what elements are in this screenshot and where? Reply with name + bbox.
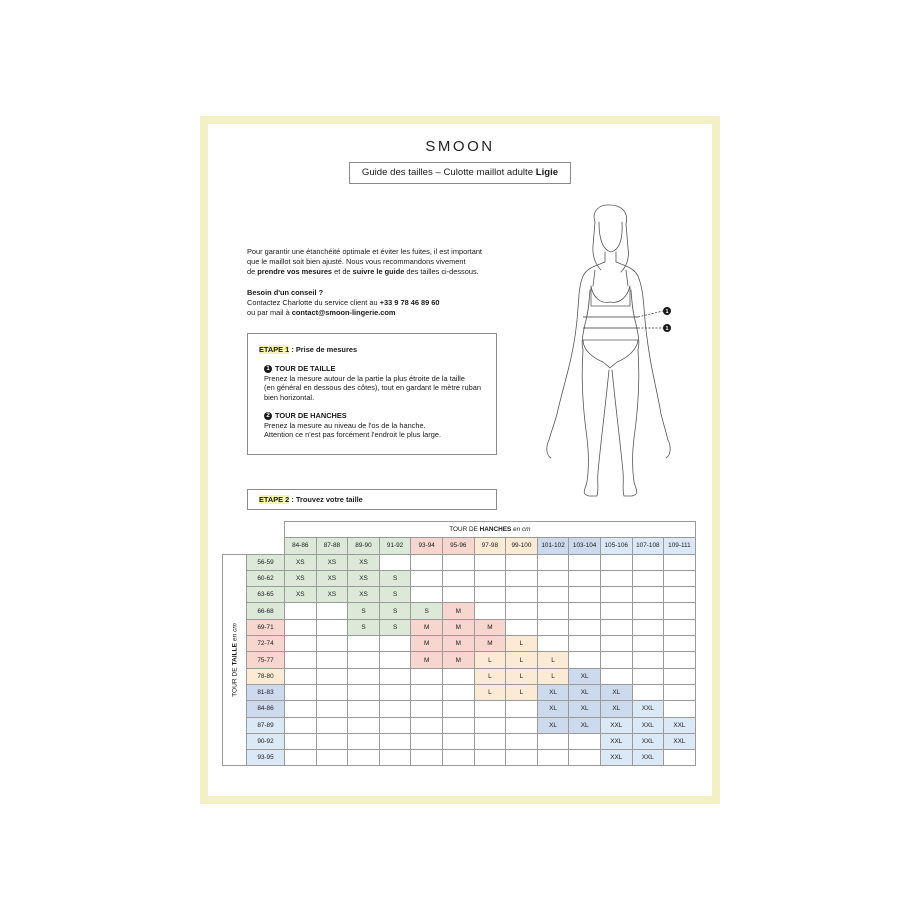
size-cell: M [442, 652, 474, 668]
table-row [223, 636, 696, 652]
guide-title-text: Guide des tailles – Culotte maillot adulte [361, 167, 536, 178]
size-cell [316, 619, 348, 635]
hips-description [264, 421, 494, 440]
waist-header-text: TOUR DE [231, 665, 238, 697]
size-cell: S [379, 619, 411, 635]
waist-row-header: 87-89 [247, 717, 285, 733]
size-cell [411, 733, 443, 749]
marker-one-label: 1 [665, 309, 669, 315]
size-cell [537, 619, 569, 635]
size-cell: XL [600, 684, 632, 700]
table-corner [223, 522, 285, 538]
size-cell [316, 603, 348, 619]
size-cell: M [411, 652, 443, 668]
size-cell: S [348, 619, 380, 635]
size-cell [506, 603, 538, 619]
size-cell [411, 701, 443, 717]
size-cell [632, 587, 664, 603]
hip-column-header: 97-98 [474, 538, 506, 554]
waist-line: Prenez la mesure autour de la partie la plus étroite de la taille [264, 373, 465, 383]
size-cell [285, 684, 317, 700]
size-cell: L [474, 652, 506, 668]
size-cell [569, 570, 601, 586]
size-cell [442, 570, 474, 586]
intro-text: des tailles ci-dessous. [404, 267, 479, 276]
size-cell [664, 636, 696, 652]
intro-bold: prendre vos mesures [257, 267, 333, 276]
size-cell [474, 733, 506, 749]
table-row [223, 701, 696, 717]
size-cell [316, 750, 348, 766]
advice-block [247, 288, 497, 318]
size-cell [537, 733, 569, 749]
size-cell [442, 684, 474, 700]
size-cell [442, 750, 474, 766]
size-cell [379, 701, 411, 717]
size-cell: S [411, 603, 443, 619]
email-link[interactable]: contact@smoon-lingerie.com [291, 308, 396, 317]
size-cell [569, 636, 601, 652]
size-cell [379, 750, 411, 766]
size-cell [348, 684, 380, 700]
size-cell [316, 733, 348, 749]
size-cell [632, 636, 664, 652]
size-cell [537, 554, 569, 570]
size-cell [632, 684, 664, 700]
hip-column-header: 89-90 [348, 538, 380, 554]
size-cell [506, 554, 538, 570]
waist-row-header: 75-77 [247, 652, 285, 668]
size-chart [222, 521, 696, 766]
size-cell [285, 652, 317, 668]
size-table [222, 521, 696, 766]
size-cell [664, 684, 696, 700]
size-cell [537, 587, 569, 603]
waist-heading-text: TOUR DE TAILLE [275, 364, 336, 373]
waist-description [264, 374, 494, 403]
waist-row-header: 93-95 [247, 750, 285, 766]
size-cell: XL [537, 701, 569, 717]
size-cell [569, 619, 601, 635]
hips-heading-text: TOUR DE HANCHES [275, 411, 347, 420]
size-cell [600, 587, 632, 603]
hip-columns-row [223, 538, 696, 554]
size-cell: XS [348, 587, 380, 603]
size-cell [348, 668, 380, 684]
table-row [223, 717, 696, 733]
size-cell: L [506, 668, 538, 684]
size-cell [285, 619, 317, 635]
size-cell [569, 603, 601, 619]
size-cell [285, 750, 317, 766]
size-cell [411, 750, 443, 766]
size-cell: S [379, 587, 411, 603]
size-cell [285, 701, 317, 717]
waist-header-label [231, 623, 238, 697]
step2-title [259, 495, 363, 504]
size-cell: L [474, 684, 506, 700]
waist-row-header: 69-71 [247, 619, 285, 635]
intro-line [247, 267, 497, 277]
size-cell [664, 554, 696, 570]
size-cell: XS [348, 570, 380, 586]
waist-header-bold: TAILLE [231, 642, 238, 666]
step2-box [247, 489, 497, 510]
step1-label: ETAPE 1 [259, 345, 290, 354]
brand-logo: SMOON [425, 138, 495, 155]
hip-column-header: 91-92 [379, 538, 411, 554]
size-cell [348, 701, 380, 717]
hip-column-header: 109-111 [664, 538, 696, 554]
size-cell [600, 652, 632, 668]
size-cell: XL [569, 684, 601, 700]
waist-heading [264, 364, 494, 374]
table-row [223, 684, 696, 700]
size-cell [506, 701, 538, 717]
size-cell [569, 750, 601, 766]
size-cell [379, 684, 411, 700]
guide-title [349, 162, 571, 184]
table-row [223, 750, 696, 766]
size-cell [379, 554, 411, 570]
hip-column-header: 87-88 [316, 538, 348, 554]
size-cell [442, 668, 474, 684]
size-cell [664, 701, 696, 717]
table-row [223, 733, 696, 749]
size-cell: XXL [632, 733, 664, 749]
size-cell [316, 668, 348, 684]
hip-header [285, 522, 696, 538]
waist-row-header: 60-62 [247, 570, 285, 586]
size-cell [348, 652, 380, 668]
size-cell [379, 652, 411, 668]
size-cell: S [348, 603, 380, 619]
step2-title-text: : Trouvez votre taille [289, 495, 363, 504]
size-cell [316, 701, 348, 717]
hip-header-bold: HANCHES [479, 526, 512, 534]
phone-number: +33 9 78 46 89 60 [379, 298, 440, 307]
size-cell [411, 554, 443, 570]
size-cell [664, 619, 696, 635]
table-row [223, 668, 696, 684]
size-cell [506, 733, 538, 749]
size-cell: XXL [600, 750, 632, 766]
table-row [223, 619, 696, 635]
size-cell [474, 750, 506, 766]
number-two-icon: 2 [264, 412, 272, 420]
size-cell: L [506, 684, 538, 700]
size-cell [285, 717, 317, 733]
size-cell: XS [316, 570, 348, 586]
hip-title-row [223, 522, 696, 538]
hip-column-header: 103-104 [569, 538, 601, 554]
hips-instruction [264, 411, 494, 440]
size-cell [664, 652, 696, 668]
guide-title-product: Ligie [535, 167, 559, 178]
size-cell [411, 684, 443, 700]
hip-column-header: 105-106 [600, 538, 632, 554]
size-cell: M [411, 619, 443, 635]
size-cell [569, 587, 601, 603]
size-cell [348, 636, 380, 652]
waist-row-header: 84-86 [247, 701, 285, 717]
size-cell [632, 554, 664, 570]
size-cell [600, 636, 632, 652]
size-cell: XL [569, 701, 601, 717]
size-cell [474, 717, 506, 733]
advice-phone-line [247, 298, 497, 308]
size-cell [569, 652, 601, 668]
waist-header-unit: en cm [231, 623, 238, 643]
size-cell: XS [316, 587, 348, 603]
size-cell: M [474, 636, 506, 652]
size-cell [506, 570, 538, 586]
size-cell [600, 554, 632, 570]
size-cell [411, 717, 443, 733]
table-row [223, 652, 696, 668]
advice-email-line [247, 308, 497, 318]
size-cell [411, 668, 443, 684]
size-cell: XL [600, 701, 632, 717]
size-cell [474, 587, 506, 603]
size-cell [316, 717, 348, 733]
size-cell [285, 636, 317, 652]
table-row [223, 603, 696, 619]
table-row [223, 587, 696, 603]
hips-line: Attention ce n'est pas forcément l'endroit le plus large. [264, 430, 442, 440]
size-cell [600, 668, 632, 684]
size-cell [442, 717, 474, 733]
size-cell [442, 733, 474, 749]
size-cell: M [442, 619, 474, 635]
size-cell [474, 554, 506, 570]
size-cell: L [537, 668, 569, 684]
size-cell: XXL [664, 733, 696, 749]
size-cell [474, 603, 506, 619]
hips-heading [264, 411, 494, 421]
size-cell [348, 717, 380, 733]
size-cell [506, 587, 538, 603]
waist-line: bien horizontal. [264, 392, 315, 402]
hip-header-text: TOUR DE [449, 526, 480, 534]
hip-header-unit: en cm [511, 526, 531, 534]
waist-header [223, 554, 247, 766]
size-cell [379, 636, 411, 652]
waist-line: (en général en dessous des côtes), tout en gardant le mètre ruban [264, 383, 481, 393]
size-cell [664, 668, 696, 684]
size-cell [664, 750, 696, 766]
hip-column-header: 95-96 [442, 538, 474, 554]
intro-paragraph [247, 247, 497, 277]
size-cell: XL [537, 717, 569, 733]
waist-row-header: 56-59 [247, 554, 285, 570]
hip-column-header: 99-100 [506, 538, 538, 554]
size-cell [285, 603, 317, 619]
hip-column-header: 84-86 [285, 538, 317, 554]
size-cell [600, 570, 632, 586]
size-cell [506, 750, 538, 766]
size-cell: XXL [632, 701, 664, 717]
size-cell [632, 619, 664, 635]
size-cell: XXL [632, 717, 664, 733]
hips-line: Prenez la mesure au niveau de l'os de la hanche. [264, 420, 426, 430]
size-cell: XXL [632, 750, 664, 766]
size-cell [316, 636, 348, 652]
waist-row-header: 78-80 [247, 668, 285, 684]
size-cell [474, 570, 506, 586]
intro-line: Pour garantir une étanchéité optimale et éviter les fuites, il est important [247, 247, 482, 256]
size-cell: XXL [664, 717, 696, 733]
size-cell: L [506, 652, 538, 668]
waist-row-header: 90-92 [247, 733, 285, 749]
size-cell [411, 587, 443, 603]
intro-bold: suivre le guide [352, 267, 405, 276]
number-one-icon: 1 [264, 365, 272, 373]
size-cell: M [442, 636, 474, 652]
size-cell: XXL [600, 733, 632, 749]
advice-text: Contactez Charlotte du service client au [247, 298, 380, 307]
table-corner [223, 538, 285, 554]
table-row [223, 570, 696, 586]
body-measurement-illustration [535, 200, 685, 500]
size-cell [411, 570, 443, 586]
size-cell: XS [348, 554, 380, 570]
step1-title [259, 345, 357, 354]
advice-title-text: Besoin d'un conseil ? [247, 288, 324, 297]
size-cell [348, 750, 380, 766]
size-cell: M [411, 636, 443, 652]
size-cell: L [506, 636, 538, 652]
size-cell [442, 587, 474, 603]
size-cell [348, 733, 380, 749]
size-cell [632, 668, 664, 684]
size-cell [600, 603, 632, 619]
step1-title-text: : Prise de mesures [289, 345, 358, 354]
size-cell: XL [537, 684, 569, 700]
size-cell: L [474, 668, 506, 684]
waist-row-header: 72-74 [247, 636, 285, 652]
waist-row-header: 63-65 [247, 587, 285, 603]
size-cell: M [442, 603, 474, 619]
size-cell [537, 570, 569, 586]
size-cell [285, 733, 317, 749]
size-cell [632, 652, 664, 668]
size-cell: XS [285, 570, 317, 586]
size-cell: XS [285, 587, 317, 603]
size-cell [506, 619, 538, 635]
size-cell [537, 603, 569, 619]
advice-text: ou par mail à [247, 308, 292, 317]
size-cell: S [379, 603, 411, 619]
size-cell [569, 733, 601, 749]
size-cell [600, 619, 632, 635]
hip-column-header: 101-102 [537, 538, 569, 554]
size-cell [664, 570, 696, 586]
waist-instruction [264, 364, 494, 402]
size-cell [379, 668, 411, 684]
waist-row-header: 81-83 [247, 684, 285, 700]
size-cell [442, 701, 474, 717]
size-cell: L [537, 652, 569, 668]
size-cell [474, 701, 506, 717]
marker-two-label: 1 [665, 326, 669, 332]
size-cell: XL [569, 717, 601, 733]
size-cell [285, 668, 317, 684]
size-cell [316, 652, 348, 668]
step1-box [247, 333, 497, 455]
size-cell [537, 750, 569, 766]
size-cell: XXL [600, 717, 632, 733]
advice-title [247, 288, 497, 298]
intro-text: et de [332, 267, 353, 276]
size-cell [537, 636, 569, 652]
intro-line: que le maillot soit bien ajusté. Nous vous recommandons vivement [247, 257, 466, 266]
size-cell [632, 570, 664, 586]
size-cell: S [379, 570, 411, 586]
intro-text: de [247, 267, 258, 276]
size-cell [569, 554, 601, 570]
size-cell: XS [316, 554, 348, 570]
size-cell [379, 733, 411, 749]
table-row [223, 554, 696, 570]
size-cell: M [474, 619, 506, 635]
waist-row-header: 66-68 [247, 603, 285, 619]
step2-label: ETAPE 2 [259, 495, 290, 504]
size-cell [664, 587, 696, 603]
size-cell: XL [569, 668, 601, 684]
size-cell: XS [285, 554, 317, 570]
hip-column-header: 107-108 [632, 538, 664, 554]
size-cell [632, 603, 664, 619]
size-cell [506, 717, 538, 733]
size-cell [664, 603, 696, 619]
size-cell [442, 554, 474, 570]
size-cell [316, 684, 348, 700]
size-cell [379, 717, 411, 733]
hip-column-header: 93-94 [411, 538, 443, 554]
